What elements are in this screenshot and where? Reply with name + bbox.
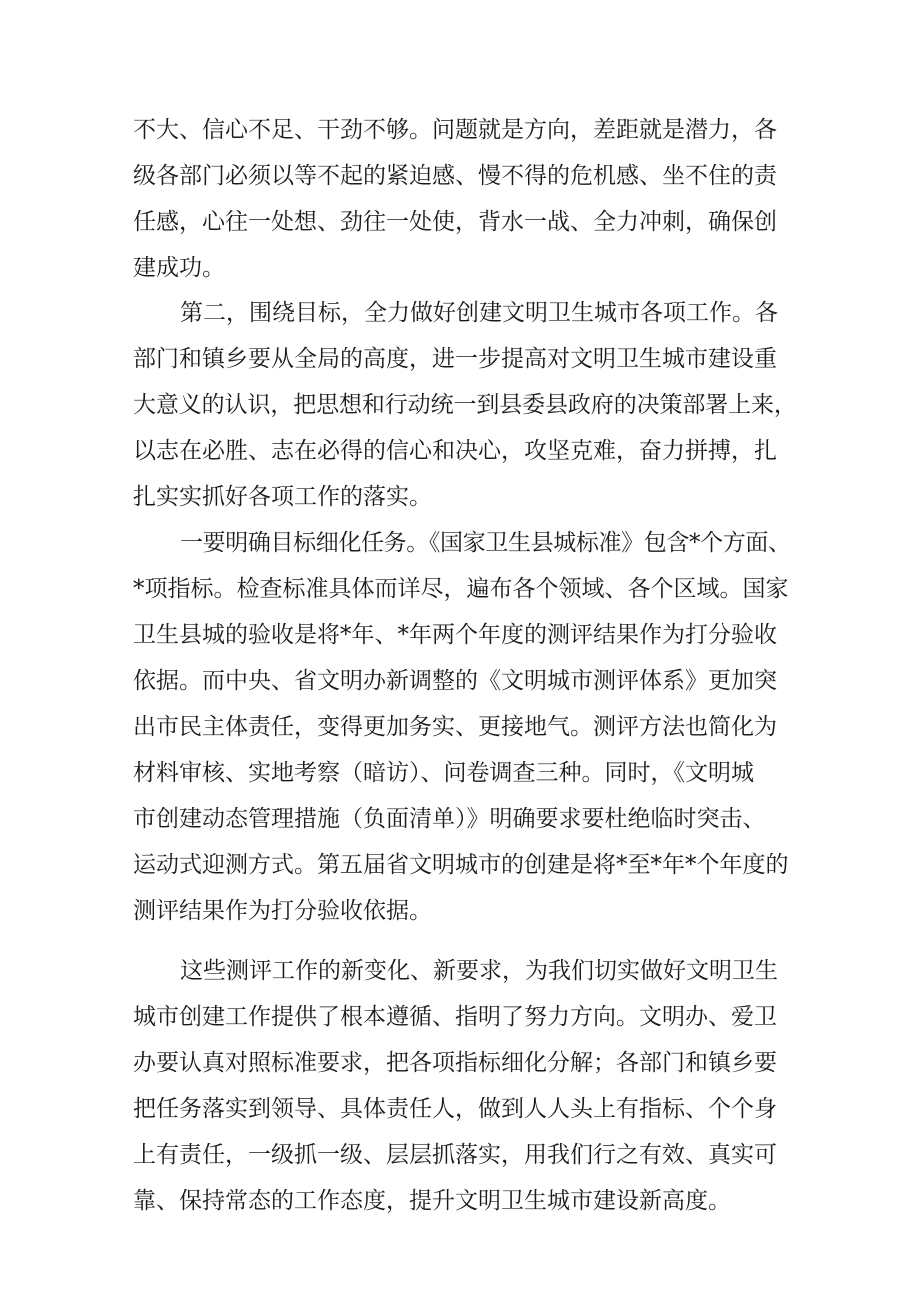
text-line: 材料审核、实地考察（暗访）、问卷调查三种。同时，《文明城 [133,760,754,786]
text-line: 一要明确目标细化任务。《国家卫生县城标准》包含*个方面、 [180,530,791,556]
text-line: 上有责任，一级抓一级、层层抓落实，用我们行之有效、真实可 [133,1142,777,1168]
text-line: 依据。而中央、省文明办新调整的《文明城市测评体系》更加突 [133,668,777,694]
text-line: 办要认真对照标准要求，把各项指标细化分解；各部门和镇乡要 [133,1050,777,1076]
text-line: 出市民主体责任，变得更加务实、更接地气。测评方法也简化为 [133,714,777,740]
text-line: 第二，围绕目标，全力做好创建文明卫生城市各项工作。各 [180,300,778,326]
text-line: 建成功。 [133,255,225,281]
text-line: 测评结果作为打分验收依据。 [133,898,432,924]
text-line: 扎实实抓好各项工作的落实。 [133,484,432,510]
text-line: 把任务落实到领导、具体责任人，做到人人头上有指标、个个身 [133,1096,777,1122]
text-line: 任感，心往一处想、劲往一处使，背水一战、全力冲刺，确保创 [133,209,777,235]
text-line: 卫生县城的验收是将*年、*年两个年度的测评结果作为打分验收 [133,622,777,648]
text-line: 级各部门必须以等不起的紧迫感、慢不得的危机感、坐不住的责 [133,163,777,189]
text-line: 以志在必胜、志在必得的信心和决心，攻坚克难，奋力拼搏，扎 [133,438,777,464]
text-line: 大意义的认识，把思想和行动统一到县委县政府的决策部署上来， [133,392,797,418]
text-line: 靠、保持常态的工作态度，提升文明卫生城市建设新高度。 [133,1188,731,1214]
text-line: 市创建动态管理措施（负面清单）》明确要求要杜绝临时突击、 [133,806,766,832]
text-line: 部门和镇乡要从全局的高度，进一步提高对文明卫生城市建设重 [133,346,777,372]
text-line: 城市创建工作提供了根本遵循、指明了努力方向。文明办、爱卫 [133,1004,777,1030]
text-line: 这些测评工作的新变化、新要求，为我们切实做好文明卫生 [180,958,778,984]
text-line: 运动式迎测方式。第五届省文明城市的创建是将*至*年*个年度的 [133,852,789,878]
text-line: 不大、信心不足、干劲不够。问题就是方向，差距就是潜力，各 [133,117,777,143]
text-line: *项指标。检查标准具体而详尽，遍布各个领域、各个区域。国家 [133,576,789,602]
